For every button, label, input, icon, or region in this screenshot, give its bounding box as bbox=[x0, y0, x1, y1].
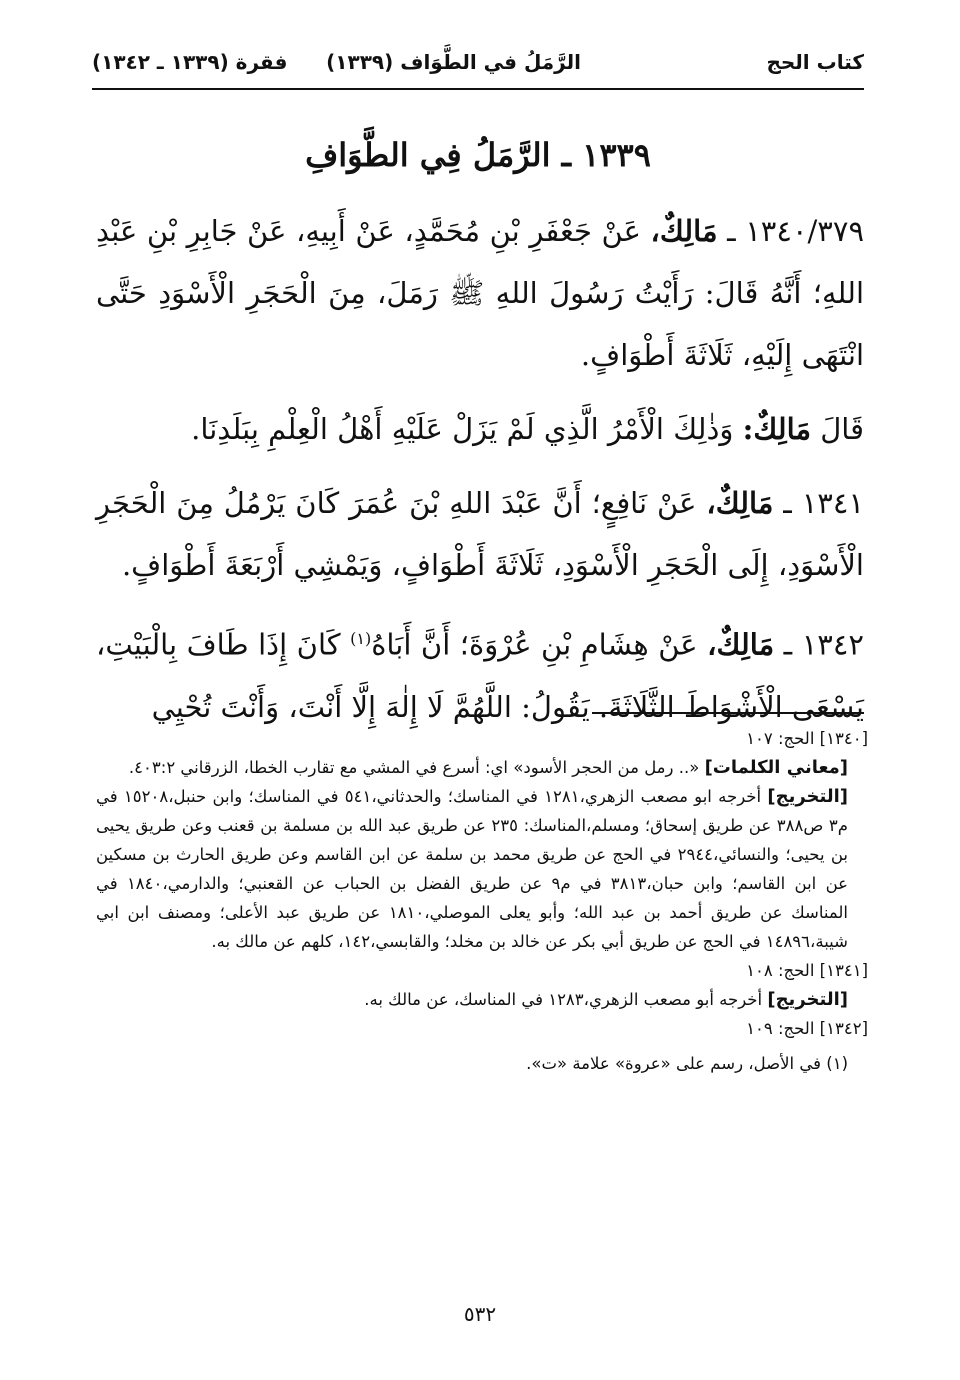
comment-prefix: قَالَ bbox=[820, 412, 864, 446]
header-chapter-title: (١٣٣٩) الرَّمَلُ في الطَّوَاف bbox=[326, 50, 581, 74]
narrator-name: مَالِكٌ: bbox=[742, 412, 811, 446]
hadith-text-body bbox=[96, 200, 864, 750]
takhrij-text: أخرجه ابو مصعب الزهري،١٢٨١ في المناسك؛ والحدثاني،٥٤١ في المناسك؛ وابن حنبل،١٥٢٠٨ في م٣ ص٣٨٨ عن طريق إسحاق؛ ومسلم،المناسك: ٢٣٥ عن طريق عبد الله بن مسلمة بن قعنب وعن طريق يحيى بن يحيى؛ والنسائي،٢٩٤٤ في الحج عن طريق محمد بن سلمة عن ابن القاسم وعن طريق الحارث بن مسكين عن ابن القاسم؛ وابن حبان،٣٨١٣ في م٩ عن طريق الفضل بن الحباب عن القعنبي؛ والدارمي،١٨٤٠ في المناسك عن طريق أحمد بن عبد الله؛ وأبو يعلى الموصلي،١٨١٠ عن طريق عبد الأعلى؛ ومصنف ابن ابي شيبة،١٤٨٩٦ في الحج عن طريق أبي بكر عن خالد بن مخلد؛ والقابسي،١٤٢، كلهم عن مالك به. bbox=[96, 787, 848, 951]
footnotes-section bbox=[96, 724, 868, 1078]
meanings-label: [معاني الكلمات] bbox=[704, 757, 848, 778]
footnote-1: (١) في الأصل، رسم على «عروة» علامة «ت». bbox=[526, 1054, 848, 1073]
malik-comment bbox=[96, 398, 864, 460]
takhrij-note-1340 bbox=[96, 782, 848, 956]
header-book-title: كتاب الحج bbox=[766, 50, 864, 74]
hadith-1342 bbox=[96, 608, 864, 738]
page-number: ٥٣٢ bbox=[463, 1302, 497, 1326]
hadith-1341 bbox=[96, 472, 864, 596]
hadith-text: عَنْ نَافِعٍ؛ أَنَّ عَبْدَ اللهِ بْنَ عُمَرَ كَانَ يَرْمُلُ مِنَ الْحَجَرِ الْأَسْوَدِ، إِلَى الْحَجَرِ الْأَسْوَدِ، ثَلَاثَةَ أَطْوَافٍ، وَيَمْشِي أَرْبَعَةَ أَطْوَافٍ. bbox=[96, 486, 864, 582]
chapter-title: ١٣٣٩ ـ الرَّمَلُ فِي الطَّوَافِ bbox=[305, 136, 651, 174]
hadith-number: ١٣٤٢ ـ bbox=[783, 627, 865, 662]
footnote-divider bbox=[592, 712, 864, 714]
hadith-1340 bbox=[96, 200, 864, 386]
takhrij-note-1341 bbox=[96, 985, 848, 1014]
takhrij-text: أخرجه أبو مصعب الزهري،١٢٨٣ في المناسك، عن مالك به. bbox=[364, 990, 763, 1009]
footnote-marker: (١) bbox=[350, 629, 372, 648]
note-ref-1341: [١٣٤١] الحج: ١٠٨ bbox=[746, 961, 868, 980]
hadith-number: ١٣٤٠/٣٧٩ ـ bbox=[727, 214, 865, 248]
comment-text: وَذٰلِكَ الْأَمْرُ الَّذِي لَمْ يَزَلْ عَلَيْهِ أَهْلُ الْعِلْمِ بِبَلَدِنَا. bbox=[191, 412, 734, 446]
note-ref-1340: [١٣٤٠] الحج: ١٠٧ bbox=[746, 729, 868, 748]
running-header bbox=[92, 42, 864, 90]
hadith-number: ١٣٤١ ـ bbox=[783, 486, 865, 520]
header-paragraph-range: (١٣٣٩ ـ ١٣٤٢) فقرة bbox=[92, 50, 288, 74]
narrator-name: مَالِكٌ، bbox=[706, 486, 774, 520]
hadith-text: عَنْ هِشَامِ بْنِ عُرْوَةَ؛ أَنَّ أَبَاهُ bbox=[371, 627, 698, 662]
narrator-name: مَالِكٌ، bbox=[650, 214, 718, 248]
takhrij-label: [التخريج] bbox=[767, 786, 849, 807]
takhrij-label: [التخريج] bbox=[767, 989, 848, 1010]
hadith-text: عَنْ جَعْفَرِ بْنِ مُحَمَّدٍ، عَنْ أَبِيهِ، عَنْ جَابِرِ بْنِ عَبْدِ اللهِ؛ أَنَّهُ قَالَ: رَأَيْتُ رَسُولَ اللهِ ﷺ رَمَلَ، مِنَ الْحَجَرِ الْأَسْوَدِ حَتَّى انْتَهَى إِلَيْهِ، ثَلَاثَةَ أَطْوَافٍ. bbox=[96, 214, 864, 372]
hadith-text-continued: كَانَ إِذَا طَافَ بِالْبَيْتِ، يَسْعَى الْأَشْوَاطَ الثَّلَاثَةَ. يَقُولُ: اللَّهُمَّ لَا إِلٰهَ إِلَّا أَنْتَ، وَأَنْتَ تُحْيِي bbox=[96, 627, 864, 724]
meanings-text: «.. رمل من الحجر الأسود» اي: أسرع في المشي مع تقارب الخطا، الزرقاني ٤٠٣:٢. bbox=[128, 758, 700, 777]
narrator-name: مَالِكٌ، bbox=[707, 627, 775, 662]
note-ref-1342: [١٣٤٢] الحج: ١٠٩ bbox=[746, 1019, 868, 1038]
word-meanings-note bbox=[96, 753, 848, 782]
